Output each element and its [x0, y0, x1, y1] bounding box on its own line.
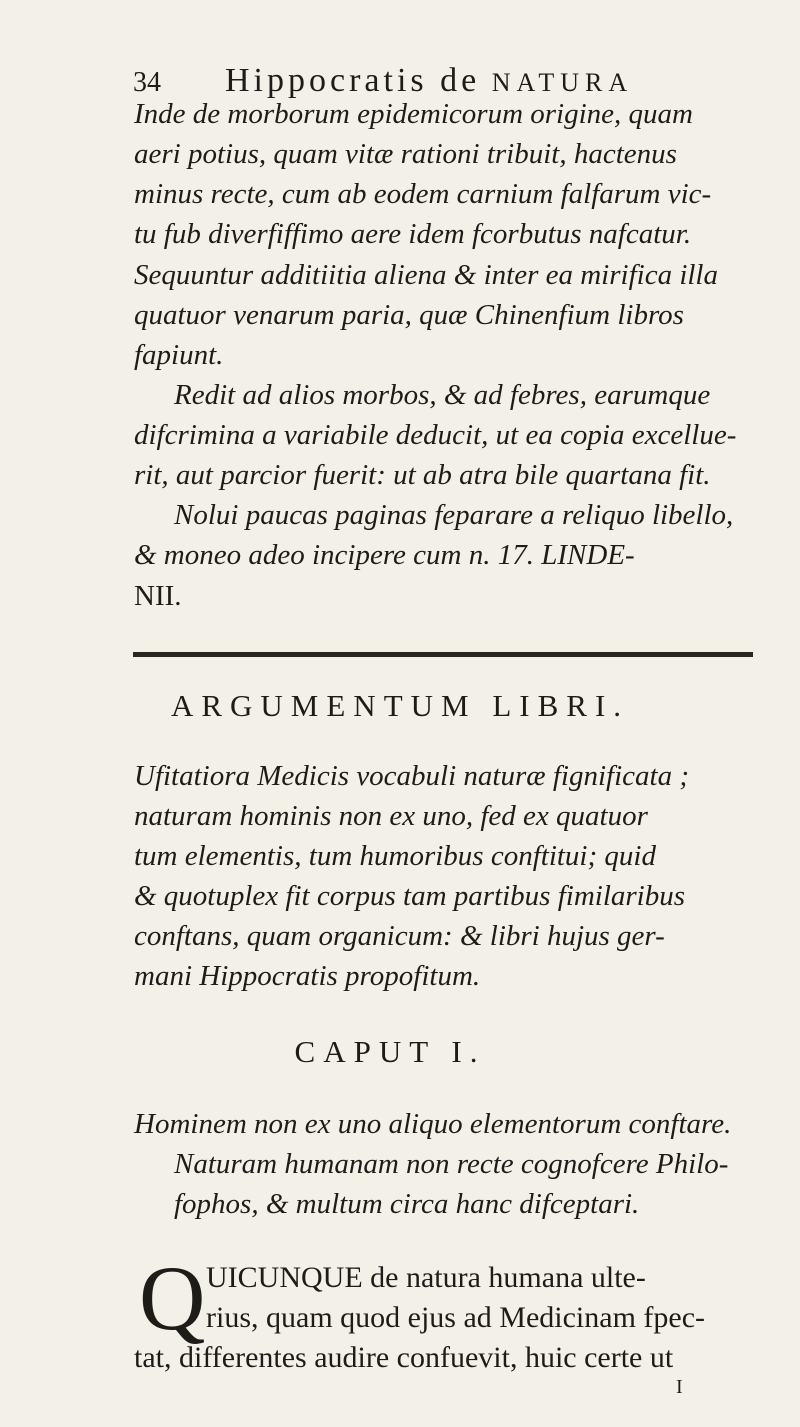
text-line: UICUNQUE de natura humana ulte- [206, 1261, 646, 1294]
text-line: tu fub diverfiffimo aere idem fcorbutus nafcatur. [134, 218, 692, 250]
text-line: Sequuntur additiitia aliena & inter ea mirifica illa [134, 259, 718, 291]
text-line: fophos, & multum circa hanc difceptari. [174, 1188, 640, 1220]
text-line: conftans, quam organicum: & libri hujus ger- [134, 920, 665, 952]
text-line: aeri potius, quam vitæ rationi tribuit, hactenus [134, 138, 677, 170]
text-line: NII. [134, 580, 182, 612]
text-line: & moneo adeo incipere cum n. 17. LINDE- [134, 539, 635, 571]
running-title-natura: NATURA [491, 68, 634, 97]
text-line: quatuor venarum paria, quæ Chinenfium libros [134, 299, 684, 331]
text-line: minus recte, cum ab eodem carnium falfarum vic- [134, 178, 712, 210]
text-line: Hominem non ex uno aliquo elementorum conftare. [134, 1108, 732, 1140]
text-line: naturam hominis non ex uno, fed ex quatuor [134, 800, 648, 832]
text-line: Redit ad alios morbos, & ad febres, earumque [174, 379, 711, 411]
text-line: mani Hippocratis propofitum. [134, 960, 481, 992]
text-line: fapiunt. [134, 339, 224, 371]
text-line: Inde de morborum epidemicorum origine, quam [134, 98, 693, 130]
text-line: rit, aut parcior fuerit: ut ab atra bile quartana fit. [134, 459, 711, 491]
caput-heading: CAPUT I. [294, 1034, 486, 1069]
text-line: Naturam humanam non recte cognofcere Philo- [174, 1148, 729, 1180]
text-line: tat, differentes audire confuevit, huic certe ut [134, 1341, 674, 1374]
page-number: 34 [133, 67, 161, 98]
drop-capital: Q [139, 1247, 206, 1349]
running-title: Hippocratis de [225, 62, 481, 99]
section-rule [133, 652, 753, 657]
argumentum-heading: ARGUMENTUM LIBRI. [170, 688, 630, 723]
text-line: & quotuplex fit corpus tam partibus fimilaribus [134, 880, 686, 912]
text-line: tum elementis, tum humoribus conftitui; quid [134, 840, 656, 872]
signature-mark: I [676, 1376, 683, 1398]
text-line: difcrimina a variabile deducit, ut ea copia excellue- [134, 419, 737, 451]
text-line: rius, quam quod ejus ad Medicinam fpec- [206, 1301, 706, 1334]
text-line: Ufitatiora Medicis vocabuli naturæ fignificata ; [134, 760, 689, 792]
running-head [133, 62, 633, 100]
text-line: Nolui paucas paginas feparare a reliquo libello, [174, 499, 734, 531]
